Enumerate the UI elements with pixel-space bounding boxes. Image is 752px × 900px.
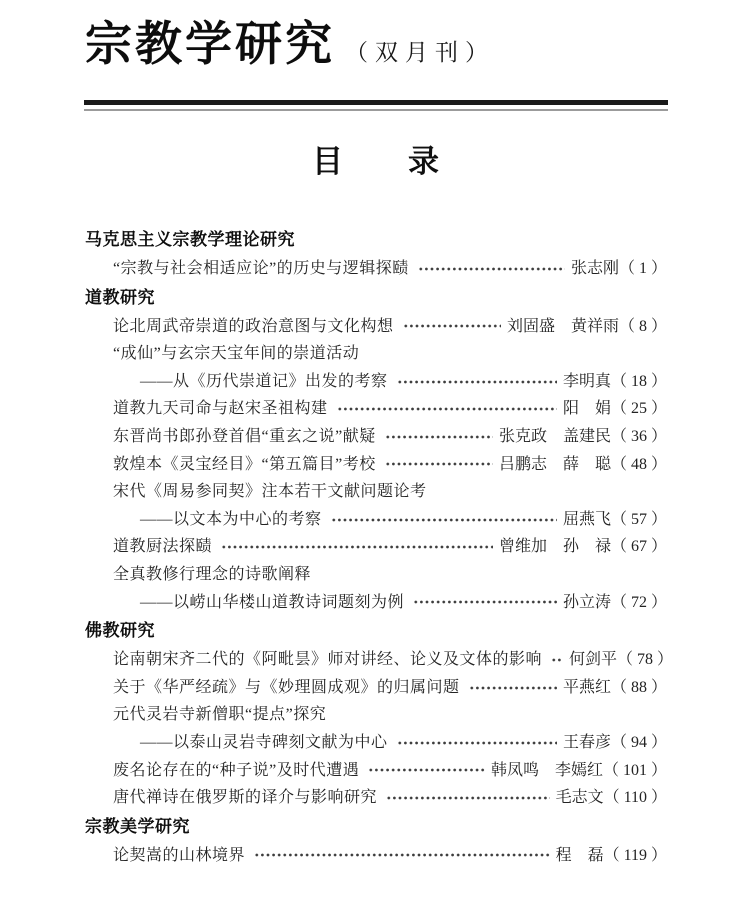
article-authors: 毛志文 (555, 789, 604, 807)
dot-leader (221, 542, 493, 552)
article-subtitle: ——以文本为中心的考察 (140, 510, 322, 528)
toc-entry (85, 395, 667, 423)
toc-entry-subtitle-line (85, 589, 667, 617)
article-title: 关于《华严经疏》与《妙理圆成观》的归属问题 (113, 678, 460, 696)
toc-entry-subtitle-line (85, 729, 667, 757)
dot-leader (368, 765, 485, 775)
journal-title: 宗教学研究 (85, 19, 335, 71)
section-heading-marxist-theory: 马克思主义宗教学理论研究 (85, 230, 295, 249)
article-authors: 张克政 盖建民 (498, 427, 611, 445)
article-title: 论南朝宋齐二代的《阿毗昙》师对讲经、论义及文体的影响 (113, 651, 543, 669)
dot-leader (254, 850, 550, 860)
article-authors: 平燕红 (562, 678, 611, 696)
dot-leader (385, 432, 493, 442)
dot-leader (386, 793, 550, 803)
article-authors: 韩凤鸣 李嫣红 (490, 761, 603, 779)
article-page-number: （ 110 ） (603, 789, 667, 807)
dot-leader (469, 683, 557, 693)
toc-entry (85, 451, 667, 479)
toc-entry-title-line (85, 561, 667, 589)
article-page-number: （ 36 ） (610, 427, 667, 445)
dot-leader (337, 404, 557, 414)
article-authors: 李明真 (562, 372, 611, 390)
article-page-number: （ 67 ） (610, 538, 667, 556)
toc-entry-subtitle-line (85, 506, 667, 534)
article-title: “宗教与社会相适应论”的历史与逻辑探赜 (113, 260, 409, 277)
toc-entry-title-line (85, 340, 667, 368)
toc-entry (85, 757, 667, 785)
article-authors: 刘固盛 黄祥雨 (506, 317, 619, 335)
article-page-number: （ 25 ） (610, 400, 667, 418)
article-title: 论北周武帝崇道的政治意图与文化构想 (113, 317, 394, 335)
dot-leader (397, 738, 557, 748)
header-divider (84, 100, 668, 111)
article-page-number: （ 48 ） (610, 455, 667, 473)
article-authors: 王春彦 (562, 733, 611, 751)
article-title: 敦煌本《灵宝经目》“第五篇目”考校 (113, 455, 376, 473)
toc-entry (85, 533, 667, 561)
article-authors: 屈燕飞 (562, 510, 611, 528)
article-page-number: （ 78 ） (617, 651, 674, 669)
article-page-number: （ 1 ） (618, 260, 667, 277)
article-subtitle: ——以泰山灵岩寺碑刻文献为中心 (140, 733, 388, 751)
article-page-number: （ 88 ） (610, 678, 667, 696)
section-heading-buddhism: 佛教研究 (85, 621, 155, 641)
article-subtitle: ——以崂山华楼山道教诗词题刻为例 (140, 593, 405, 611)
article-page-number: （ 72 ） (610, 593, 667, 611)
dot-leader (331, 515, 557, 525)
toc-entry (85, 646, 674, 674)
article-title: 元代灵岩寺新僧职“提点”探究 (113, 706, 327, 724)
dot-leader (403, 321, 501, 331)
article-authors: 曾维加 孙 禄 (498, 538, 611, 556)
article-title: 废名论存在的“种子说”及时代遭遇 (113, 761, 360, 779)
article-title: 道教九天司命与赵宋圣祖构建 (113, 400, 328, 418)
article-title: 全真教修行理念的诗歌阐释 (113, 565, 312, 583)
toc-entry (85, 784, 667, 812)
toc-entry (85, 313, 667, 341)
dot-leader (385, 459, 493, 469)
dot-leader (418, 264, 565, 274)
article-title: “成仙”与玄宗天宝年间的崇道活动 (113, 345, 360, 363)
article-page-number: （ 119 ） (603, 846, 667, 864)
article-page-number: （ 101 ） (602, 761, 667, 779)
dot-leader (413, 597, 557, 607)
toc-entry (85, 423, 667, 451)
masthead (85, 20, 495, 72)
article-subtitle: ——从《历代崇道记》出发的考察 (140, 372, 388, 390)
toc-entry (85, 674, 667, 702)
dot-leader (551, 655, 563, 665)
journal-subtitle: （双月刊） (345, 40, 495, 65)
article-authors: 张志刚 (570, 260, 619, 277)
toc-entry-title-line (85, 701, 667, 729)
article-authors: 吕鹏志 薛 聪 (498, 455, 611, 473)
toc-list (85, 225, 674, 869)
article-title: 道教厨法探赜 (113, 538, 213, 556)
article-title: 宋代《周易参同契》注本若干文献问题论考 (113, 483, 427, 501)
article-authors: 程 磊 (555, 846, 604, 864)
toc-entry-subtitle-line (85, 368, 667, 396)
toc-entry (85, 255, 667, 283)
dot-leader (397, 377, 557, 387)
article-title: 唐代禅诗在俄罗斯的译介与影响研究 (113, 789, 378, 807)
toc-entry (85, 842, 667, 870)
section-heading-taoism: 道教研究 (85, 287, 155, 307)
article-title: 论契嵩的山林境界 (113, 846, 246, 864)
article-authors: 阳 娟 (562, 400, 611, 418)
article-page-number: （ 18 ） (610, 372, 667, 390)
toc-heading: 目 录 (312, 144, 440, 179)
article-title: 东晋尚书郎孙登首倡“重玄之说”献疑 (113, 427, 376, 445)
article-authors: 何剑平 (569, 651, 618, 669)
article-page-number: （ 8 ） (618, 317, 667, 335)
article-authors: 孙立涛 (562, 593, 611, 611)
article-page-number: （ 94 ） (610, 733, 667, 751)
section-heading-religious-aesthetics: 宗教美学研究 (85, 816, 190, 836)
toc-entry-title-line (85, 478, 667, 506)
article-page-number: （ 57 ） (610, 510, 667, 528)
